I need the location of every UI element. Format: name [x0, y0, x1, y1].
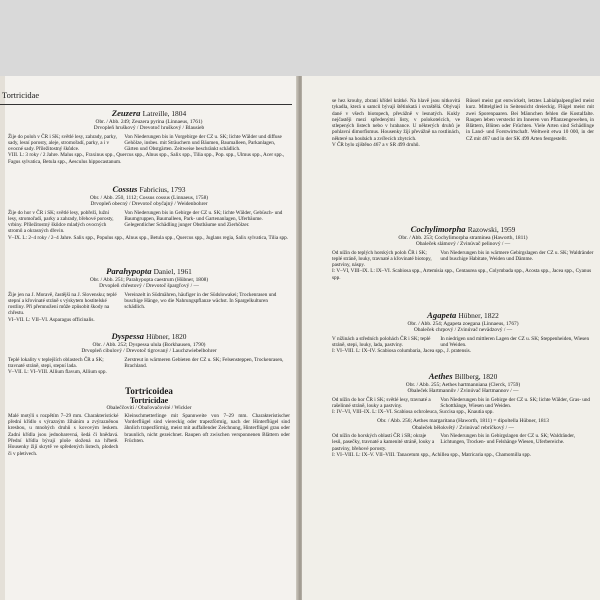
- figure-ref: Obr. / Abb. 254; Agapeta zoegana (Linnaeus, 1767): [407, 321, 519, 327]
- german-text: In niedrigen und mittleren Lagen der CZ u. SK; Steppenheiden, Wiesen und Weiden.: [440, 335, 590, 348]
- czech-text-2: Od nížin do horských oblastí ČR i SR; okraje lesů, pasečky, travnaté a kamenité stráně, louky a pastviny, břehové porosty.: [332, 433, 435, 452]
- biology-info: VI–VII. L: VII–VI. Asparagus officinalis.: [8, 316, 95, 323]
- family-continued: [332, 96, 594, 148]
- entry-cochylimorpha: [332, 224, 594, 281]
- left-page: [0, 76, 298, 600]
- german-text: Von Niederungen bis in Gebirge der CZ u. SK; lichte Wälder, Gras- und Schotthänge, Wiesen und Weiden.: [440, 396, 591, 409]
- vernacular-names: Drvopleň hruškový / Drevotoč hruškový / Blausieb: [93, 125, 205, 132]
- vernacular-names: Obaleček Hartmannův / Zvinúvač Hartmannov / —: [407, 388, 519, 395]
- german-text: Von Niederungen bis in wärmere Gebirgslagen der CZ u. SK; Waldränder und buschige Habitate, Weiden und Dämme.: [440, 249, 594, 262]
- genus-name: Dyspessa: [111, 331, 144, 341]
- genus-name: Aethes: [428, 371, 453, 381]
- german-text-2: Von Niederungen bis in Gebirgslagen der CZ u. SK; Waldränder, Lichtungen, Trocken- und Felshänge Wiesen, Uferbereiche.: [440, 433, 576, 446]
- genus-name: Parahypopta: [106, 266, 152, 276]
- figure-ref: Obr. / Abb. 255; Aethes hartmanniana (Clerck, 1759): [405, 382, 521, 388]
- genus-author: Billberg, 1820: [454, 372, 498, 381]
- genus-name: Cochylimorpha: [410, 224, 466, 234]
- biology-info: I: IV–VI, VIII–IX. L: IX–VI. Scabiosa ochroleuca, Succisa spp., Knautia spp.: [332, 409, 494, 416]
- vernacular-names-2: Obaleček bělokvětý / Zvinúvač rebríčkový / —: [412, 424, 514, 431]
- entry-aethes: [332, 371, 594, 458]
- family-vernacular: Obaleččovití / Obaľovačovité / Wickler: [106, 404, 192, 411]
- page-edge: [0, 76, 5, 600]
- biology-info: I: V–VI, VIII–IX. L: IX–VI. Scabiosa spp., Artemisia spp., Centaurea spp., Colymbada spp., Acosta spp., Jacea spp., Cyanus spp.: [332, 268, 592, 281]
- entry-parahypopta: [8, 266, 290, 323]
- german-text: Zerstreut in wärmeren Gebieten der CZ u. SK; Felsensteppen, Trockenrasen, Brachland.: [124, 356, 284, 369]
- biology-info: I: VI–VIII. L: IX–IV. Scabiosa columbaria, Jacea spp., J. pratensis.: [332, 348, 471, 355]
- continued-text-de: Rüssel meist gut entwickelt, letztes Labialpalpenglied meist kurz. Mittelglied in Seitensicht dreieckig. Flügel meist mit zwei Sporenpaaren. Bei Männchen fehlen die Kostalfalte. Raupen leben versteckt im Inneren von Pflanzengeweben, in Blättern, Blüten oder Früchten. Viele Arten sind Schädlinge in Land- und Forstwirtschaft. Weltweit etwa 10 000, in der CZ mit 467 und in der SK 499 Arten festgestellt.: [466, 98, 594, 142]
- genus-name: Cossus: [112, 184, 138, 194]
- running-head: Tortricidae: [0, 90, 292, 105]
- czech-text: Žije do poloh v ČR i SK; světlé lesy, zahrady, parky, sady, lesní porosty, aleje, stromořadí, parky, a i v ovocné sady. Příležitostný škůdce.: [8, 133, 117, 153]
- entry-cossus: [8, 184, 290, 241]
- vernacular-names: Drvopleň chřestový / Drevotoč špargľový / —: [99, 283, 199, 290]
- figure-ref: Obr. / Abb. 251; Parahypopta caestrum (Hübner, 1808): [89, 277, 209, 283]
- genus-author: Daniel, 1961: [153, 267, 192, 276]
- continued-text-cz: se hez krouhy, zbraní křídel krátké. Na hlavě jsou nitkovitá tykadla, která u samců bývají štětinkatá i svraštělá. Obývají dané v všech biotopech, převážně v lesnatých. Kukly nejčastěji mezi spředenými listy, v polokotelcích, ve stlepených listech nebo v hrabance. U některých druhů je pohlavní dimorfismus. Housenky žijí převážně na rostlinách, některé na houbách a zvířecích zbytcích.: [332, 98, 460, 142]
- vernacular-names: Drvopleň obecný / Drevotoč obyčajný / Weidenbohrer: [90, 201, 208, 208]
- biology-info-2: I: VI–VIII. L: IX–V. VII–VIII. Tanacetum spp., Achillea spp., Matricaria spp., Chamomilla spp.: [332, 451, 531, 458]
- biology-info: V–VII. L: VI–VIII. Allium flavum, Allium spp.: [8, 369, 107, 376]
- genus-name: Agapeta: [427, 310, 457, 320]
- species-count: V ČR bylo zjištěno 467 a v SR 499 druhů.: [332, 142, 420, 149]
- right-page: [302, 76, 600, 600]
- czech-text: Od nížin do hor ČR i SK; světlé lesy, travnaté a rašelinné stráně, louky a pastviny.: [332, 396, 431, 409]
- figure-ref: Obr. / Abb. 249; Zeuzera pyrina (Linnaeus, 1761): [95, 119, 203, 125]
- family-heading: Tortricidae: [129, 396, 169, 406]
- czech-text: V nížinách a středních polohách ČR i SK; teplé stráně, stepi, louky, lada, pastviny.: [332, 335, 431, 348]
- vernacular-names: Obaleček chrpový / Zvinúvač nevädzový / —: [413, 327, 513, 334]
- figure-ref: Obr. / Abb. 252; Dyspessa ulula (Borkhausen, 1790): [92, 342, 206, 348]
- german-text: Von Niederungen bis in Gebirge der CZ u. SK; lichte Wälder, Gebüsch- und Baumgruppen, Baumalleen, Park- und Gartenanlagen, Uferbäume. Gelegentlicher Schädling junger Obstbäume und Zierhölzer.: [124, 209, 283, 229]
- genus-author: Latreille, 1804: [142, 109, 187, 118]
- vernacular-names: Obaleček slámový / Zvinúvač pelinový / —: [415, 241, 511, 248]
- superfamily-heading: Tortricoidea: [125, 386, 173, 396]
- genus-author: Hübner, 1820: [146, 332, 187, 341]
- biology-info: V–IX. L: 2–4 roky / 2–4 Jahre. Salix spp., Populus spp., Alnus spp., Betula spp., Quercus spp., Juglans regia, Salix sylvatica, Tilia spp.: [8, 234, 288, 241]
- german-text: Von Niederungen bis in Vorgebirge der CZ u. SK; lichte Wälder und diffuse Gehölze, insbes. mit Sträuchern und Bäumen, Baumalleen, Parkanlagen, Gärten und Obstgärten. Zeitweise beschränkt schädlich.: [124, 133, 282, 153]
- family-description-de: Kleinschmetterlinge mit Spannweite von 7–29 mm. Charakteristischer Vorderflügel sind viereckig oder trapezförmig, nach der Hinterflügel sind ähnlich trapezförmig, meist mit auffallender Zeichnung, Hinterflügel grau oder braunlich, nicht gezeichnet. Raupen oft zwischen versponnenen Blättern oder Früchten.: [124, 412, 290, 445]
- entry-agapeta: [332, 310, 594, 354]
- czech-text: Od nížin do teplých horských poloh ČR i SK; teplé stráně, louky, travnaté a křovinaté biotopy, pastviny, náspy.: [332, 249, 432, 269]
- book-spread: [0, 76, 600, 600]
- vernacular-names: Drvopleň cibulový / Drevotoč tigrovaný / Lauchzwiebelbohrer: [81, 348, 217, 355]
- figure-ref: Obr. / Abb. 250, 1112; Cossus cossus (Linnaeus, 1758): [89, 195, 209, 201]
- family-description-cz: Malé motýli s rozpětím 7–29 mm. Charakteristické přední křídlo s výrazným žíháním a zvýrazněnou kresbou, u mnohých druhů s kovovým leskem. Zadní křídla jsou jednobarevná, šedá či hnědavá. Přední křídla bývají ploše složená na hřbetě. Housenky žijí skrytě ve spředených listech, plodech či v pletivech.: [8, 412, 119, 457]
- czech-text: Žije jen na J. Moravě, častější na J. Slovensku; teplé stepní a křovinaté stráně s výskytem hostitelské rostliny. Při přemnožení může způsobit škody na chřestu.: [8, 291, 117, 317]
- biology-info: VIII. L: 3 roky / 2 Jahre. Malus spp., Fraxinus spp., Quercus spp., Alnus spp., Salix spp., Tilia spp., Pop. spp., Ulmus spp., Acer spp., Fagus sylvatica, Betula spp., Aesculus hippocastanum.: [8, 152, 285, 165]
- figure-ref: Obr. / Abb. 253; Cochylimorpha straminea (Haworth, 1811): [398, 235, 528, 241]
- figure-ref-2: Obr. / Abb. 256; Aethes margaritana (Haworth, 1811) = dipoltella Hübner, 1813: [377, 418, 549, 425]
- genus-author: Razowski, 1959: [467, 225, 516, 234]
- czech-text: Teplé lokality v teplejších oblastech ČR a SK; travnaté stráně, stepi, stepní lada.: [8, 356, 104, 369]
- section-tortricoidea: [8, 388, 290, 457]
- czech-text: Žije do hor v ČR i SK; světlé lesy, pobřeží, lužní lesy, stromořadí, parky a zahrady, břehové porosty, vrbiny. Příležitostný škůdce mladých ovocných stromů a okrasných dřevin.: [8, 209, 114, 235]
- entry-dyspessa: [8, 331, 290, 375]
- german-text: Vereinzelt in Südmähren, häufiger in der Südslowakei; Trockenrasen und buschige Hänge, wo die Nahrungspflanze wächst. In Spargelkulturen schädlich.: [124, 291, 277, 311]
- genus-author: Fabricius, 1793: [139, 185, 186, 194]
- entry-zeuzera: [8, 108, 290, 165]
- genus-name: Zeuzera: [111, 108, 141, 118]
- genus-author: Hübner, 1822: [458, 311, 499, 320]
